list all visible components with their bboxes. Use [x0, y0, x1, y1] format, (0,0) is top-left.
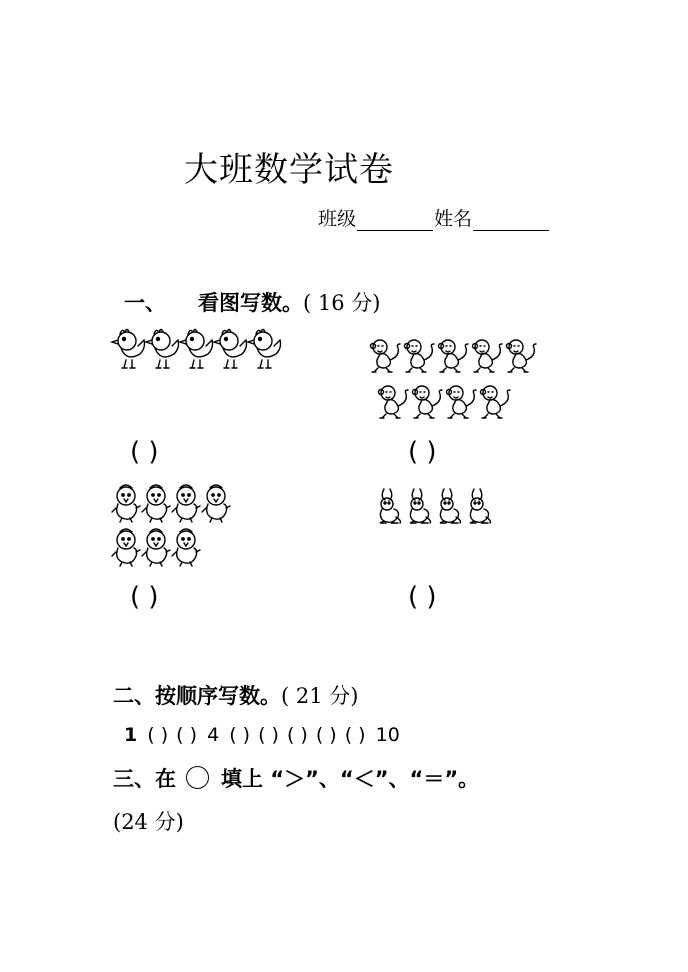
rabbit-group [376, 487, 506, 529]
class-blank[interactable] [357, 211, 433, 231]
section-2-heading [113, 680, 358, 710]
bird-icon [142, 485, 170, 522]
bird-icon [112, 485, 140, 522]
bird-icon [202, 485, 230, 522]
number-sequence [124, 724, 400, 746]
student-info [318, 204, 550, 231]
section-3-heading [113, 763, 479, 793]
monkey-icon [405, 340, 435, 372]
chick-icon [112, 330, 145, 369]
answer-box-1[interactable]: ( ) [130, 437, 159, 467]
seq-number-4: 4 [207, 724, 220, 746]
section-1-heading [124, 287, 380, 317]
section-1-text: 看图写数。 [198, 291, 303, 315]
bird-icon [112, 529, 140, 566]
monkey-icon [379, 386, 409, 418]
chick-icon [214, 330, 247, 369]
section-3-score: (24 分) [113, 810, 184, 834]
section-3-text-b: 填上 “＞”、“＜”、“＝”。 [221, 767, 480, 791]
bird-icon [172, 529, 200, 566]
page-title: 大班数学试卷 [184, 150, 394, 190]
bird-icon [172, 485, 200, 522]
seq-blank-5[interactable]: ( ) [229, 724, 251, 746]
seq-number-10: 10 [375, 724, 400, 746]
seq-blank-8[interactable]: ( ) [315, 724, 337, 746]
rabbit-icon [440, 489, 461, 523]
seq-number-1: 1 [124, 724, 138, 746]
seq-blank-2[interactable]: ( ) [147, 724, 169, 746]
chick-group [110, 326, 295, 376]
rabbit-icon [470, 489, 491, 523]
seq-blank-6[interactable]: ( ) [258, 724, 279, 746]
circle-icon [186, 766, 209, 789]
rabbit-icon [380, 489, 401, 523]
chick-icon [180, 330, 213, 369]
name-blank[interactable] [473, 211, 549, 231]
monkey-icon [481, 386, 511, 418]
monkey-icon [507, 340, 537, 372]
monkey-icon [439, 340, 469, 372]
bird-group [112, 484, 247, 574]
section-2-score: ( 21 分) [281, 684, 359, 708]
monkey-icon [413, 386, 443, 418]
name-label: 姓名 [434, 208, 473, 230]
monkey-group [368, 336, 553, 426]
chick-icon [248, 330, 281, 369]
section-3-text-a: 三、在 [113, 767, 176, 791]
monkey-icon [447, 386, 477, 418]
section-1-number: 一、 [124, 291, 166, 315]
answer-box-4[interactable]: ( ) [408, 582, 437, 612]
class-label: 班级 [318, 208, 357, 230]
answer-box-3[interactable]: ( ) [130, 582, 159, 612]
rabbit-icon [410, 489, 431, 523]
chick-icon [146, 330, 179, 369]
section-2-text: 二、按顺序写数。 [113, 684, 281, 708]
monkey-icon [473, 340, 503, 372]
section-1-score: ( 16 分) [303, 291, 381, 315]
seq-blank-3[interactable]: ( ) [176, 724, 198, 746]
seq-blank-9[interactable]: ( ) [344, 724, 366, 746]
monkey-icon [371, 340, 401, 372]
answer-box-2[interactable]: ( ) [408, 437, 437, 467]
bird-icon [142, 529, 170, 566]
seq-blank-7[interactable]: ( ) [286, 724, 308, 746]
